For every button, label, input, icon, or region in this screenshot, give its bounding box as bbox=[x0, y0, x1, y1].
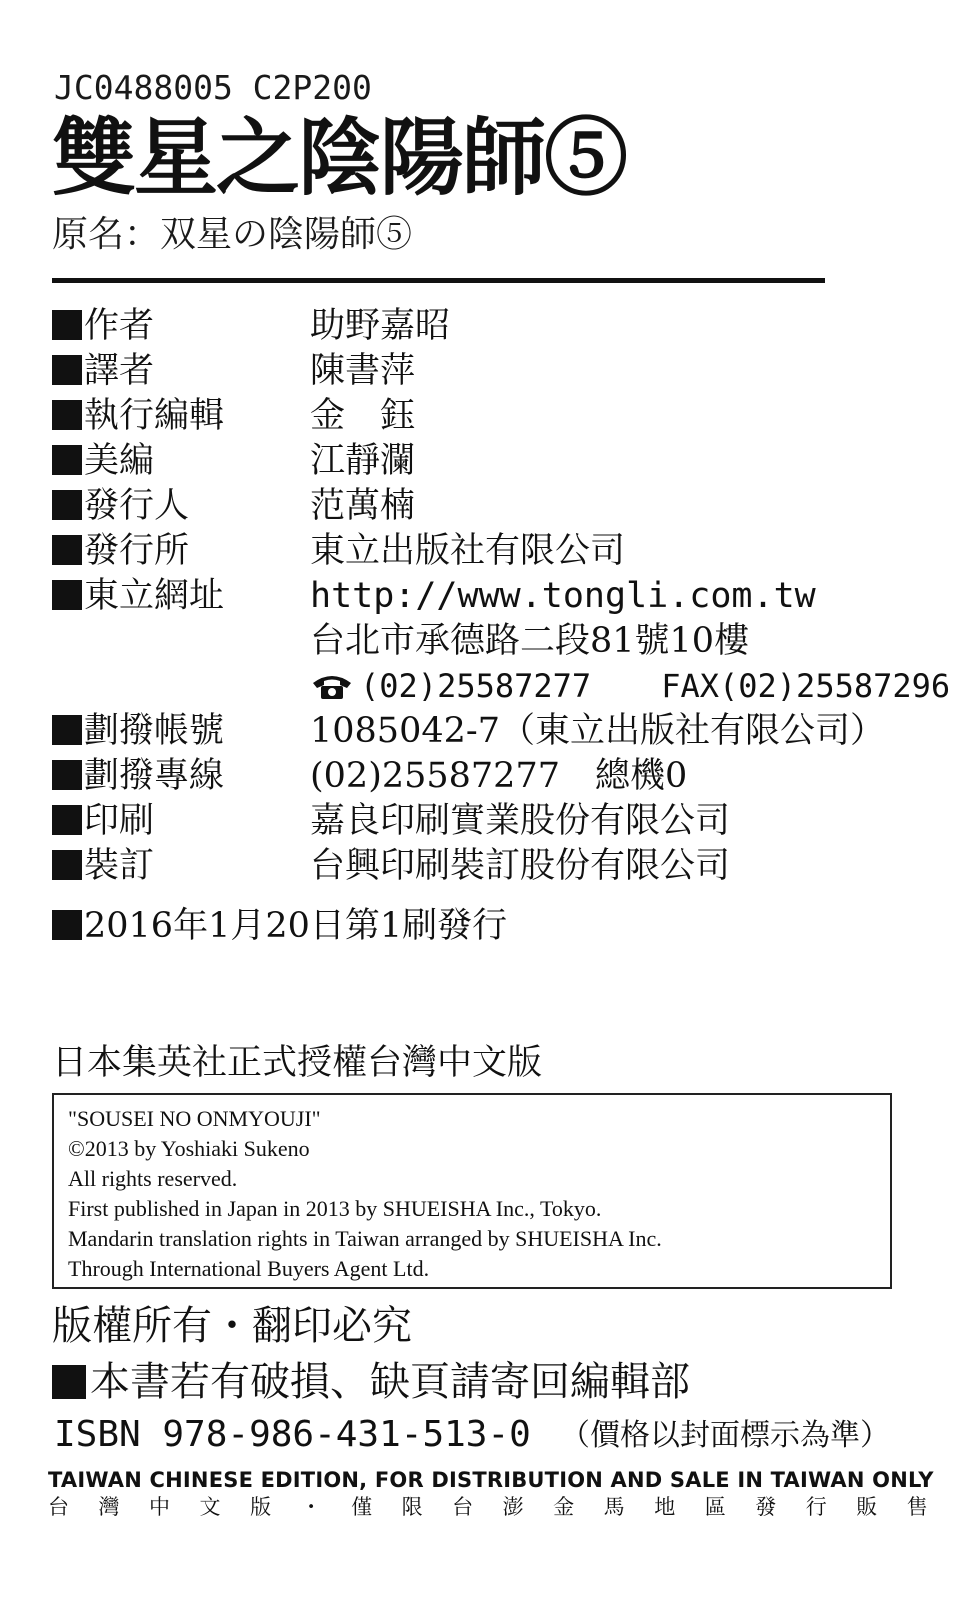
copyright-line: ©2013 by Yoshiaki Sukeno bbox=[68, 1136, 310, 1161]
book-title: 雙星之陰陽師⑤ bbox=[52, 108, 627, 207]
edition-char: 文 bbox=[199, 1495, 221, 1519]
telephone-icon bbox=[310, 671, 354, 701]
product-code: JC0488005 C2P200 bbox=[54, 68, 372, 107]
rights-reserved: 版權所有・翻印必究 bbox=[52, 1303, 412, 1349]
edition-char: 台 bbox=[48, 1495, 69, 1519]
credit-row-binding bbox=[52, 843, 952, 889]
edition-char: 中 bbox=[149, 1495, 171, 1519]
edition-char: 台 bbox=[452, 1495, 474, 1519]
credit-label bbox=[84, 843, 232, 889]
credit-row-art-editor bbox=[52, 438, 952, 484]
copyright-line: First published in Japan in 2013 by SHUEISHA Inc., Tokyo. bbox=[68, 1196, 602, 1221]
label-char: 者 bbox=[119, 351, 155, 391]
bullet-square bbox=[52, 400, 82, 430]
edition-char: 行 bbox=[805, 1495, 827, 1519]
label-char: 作 bbox=[84, 306, 120, 346]
copyright-line: Mandarin translation rights in Taiwan arranged by SHUEISHA Inc. bbox=[68, 1226, 662, 1251]
bullet-square bbox=[52, 715, 82, 745]
bullet-square bbox=[52, 760, 82, 790]
credit-value: 1085042-7（東立出版社有限公司） bbox=[310, 711, 885, 751]
edition-char: 灣 bbox=[98, 1495, 120, 1519]
credit-label bbox=[84, 348, 232, 394]
credit-row-editor bbox=[52, 393, 952, 439]
credit-value: 東立出版社有限公司 bbox=[310, 531, 626, 571]
damage-notice-text: 本書若有破損、缺頁請寄回編輯部 bbox=[90, 1359, 690, 1405]
credit-label bbox=[84, 303, 232, 349]
phone-row bbox=[52, 663, 952, 709]
credit-row-author bbox=[52, 303, 952, 349]
copyright-line: All rights reserved. bbox=[68, 1166, 238, 1191]
edition-char: 僅 bbox=[351, 1495, 373, 1519]
edition-char: 發 bbox=[755, 1495, 777, 1519]
bullet-square bbox=[52, 355, 82, 385]
label-char: 行 bbox=[119, 531, 155, 571]
bullet-square bbox=[52, 535, 82, 565]
bullet-square bbox=[52, 1365, 86, 1399]
edition-char: 金 bbox=[553, 1495, 575, 1519]
credit-label bbox=[84, 438, 232, 484]
license-statement: 日本集英社正式授權台灣中文版 bbox=[52, 1043, 543, 1083]
edition-char: 區 bbox=[704, 1495, 726, 1519]
fax-number: FAX(02)25587296 bbox=[661, 667, 951, 705]
edition-notice-en: TAIWAN CHINESE EDITION, FOR DISTRIBUTION AND SALE IN TAIWAN ONLY bbox=[48, 1468, 934, 1492]
credit-row-translator bbox=[52, 348, 952, 394]
credit-value: 陳書萍 bbox=[310, 351, 416, 391]
label-char: 所 bbox=[154, 531, 190, 571]
credit-value: 台興印刷裝訂股份有限公司 bbox=[310, 846, 731, 886]
damage-notice bbox=[52, 1356, 690, 1408]
edition-char: 販 bbox=[856, 1495, 878, 1519]
address-row bbox=[52, 618, 952, 664]
edition-char: ・ bbox=[300, 1495, 322, 1519]
credit-row-website bbox=[52, 573, 952, 619]
label-char: 發 bbox=[84, 486, 120, 526]
edition-char: 澎 bbox=[502, 1495, 524, 1519]
credit-value: 助野嘉昭 bbox=[310, 306, 451, 346]
bullet-square bbox=[52, 310, 82, 340]
credit-label: 東立網址 bbox=[84, 576, 225, 616]
label-char: 刷 bbox=[119, 801, 155, 841]
label-char: 發 bbox=[84, 531, 120, 571]
credit-value: 金 鈺 bbox=[310, 396, 416, 436]
label-char: 印 bbox=[84, 801, 120, 841]
credit-value: 嘉良印刷實業股份有限公司 bbox=[310, 801, 731, 841]
credit-label bbox=[84, 798, 232, 844]
publish-date bbox=[52, 903, 507, 949]
title-divider bbox=[52, 278, 825, 283]
credit-label: 執行編輯 bbox=[84, 396, 225, 436]
phone-number: (02)25587277 bbox=[360, 667, 592, 705]
credit-value: (02)25587277 總機0 bbox=[310, 756, 688, 796]
label-char: 人 bbox=[154, 486, 190, 526]
publish-date-text: 2016年1月20日第1刷發行 bbox=[84, 906, 508, 946]
price-note: （價格以封面標示為準） bbox=[560, 1418, 890, 1453]
website-link[interactable]: http://www.tongli.com.tw bbox=[310, 576, 816, 616]
isbn: ISBN 978-986-431-513-0 bbox=[54, 1414, 531, 1455]
bullet-square bbox=[52, 805, 82, 835]
edition-notice-zh bbox=[48, 1494, 928, 1520]
credit-row-publishing-house bbox=[52, 528, 952, 574]
credit-label: 劃撥帳號 bbox=[84, 711, 225, 751]
original-title: 原名：双星の陰陽師⑤ bbox=[52, 214, 413, 255]
credit-value: 江靜瀾 bbox=[310, 441, 416, 481]
bullet-square bbox=[52, 580, 82, 610]
bullet-square bbox=[52, 490, 82, 520]
address: 台北市承德路二段81號10樓 bbox=[310, 621, 750, 661]
label-char: 美 bbox=[84, 441, 120, 481]
credit-row-postal-account bbox=[52, 708, 952, 754]
label-char: 行 bbox=[119, 486, 155, 526]
bullet-square bbox=[52, 850, 82, 880]
edition-char: 版 bbox=[250, 1495, 272, 1519]
label-char: 譯 bbox=[84, 351, 120, 391]
label-char: 者 bbox=[119, 306, 155, 346]
credit-row-printing bbox=[52, 798, 952, 844]
credit-label bbox=[84, 483, 232, 529]
label-char: 訂 bbox=[119, 846, 155, 886]
edition-char: 售 bbox=[906, 1495, 928, 1519]
bullet-square bbox=[52, 910, 82, 940]
bullet-square bbox=[52, 445, 82, 475]
credit-label bbox=[84, 528, 232, 574]
edition-char: 馬 bbox=[603, 1495, 625, 1519]
credit-row-publisher bbox=[52, 483, 952, 529]
label-char: 編 bbox=[119, 441, 155, 481]
credit-value: 范萬楠 bbox=[310, 486, 416, 526]
credit-row-postal-hotline bbox=[52, 753, 952, 799]
edition-char: 限 bbox=[401, 1495, 423, 1519]
copyright-box bbox=[52, 1093, 892, 1289]
copyright-line: "SOUSEI NO ONMYOUJI" bbox=[68, 1106, 321, 1131]
copyright-line: Through International Buyers Agent Ltd. bbox=[68, 1256, 430, 1281]
edition-char: 地 bbox=[654, 1495, 676, 1519]
label-char: 裝 bbox=[84, 846, 120, 886]
credit-label: 劃撥專線 bbox=[84, 756, 225, 796]
